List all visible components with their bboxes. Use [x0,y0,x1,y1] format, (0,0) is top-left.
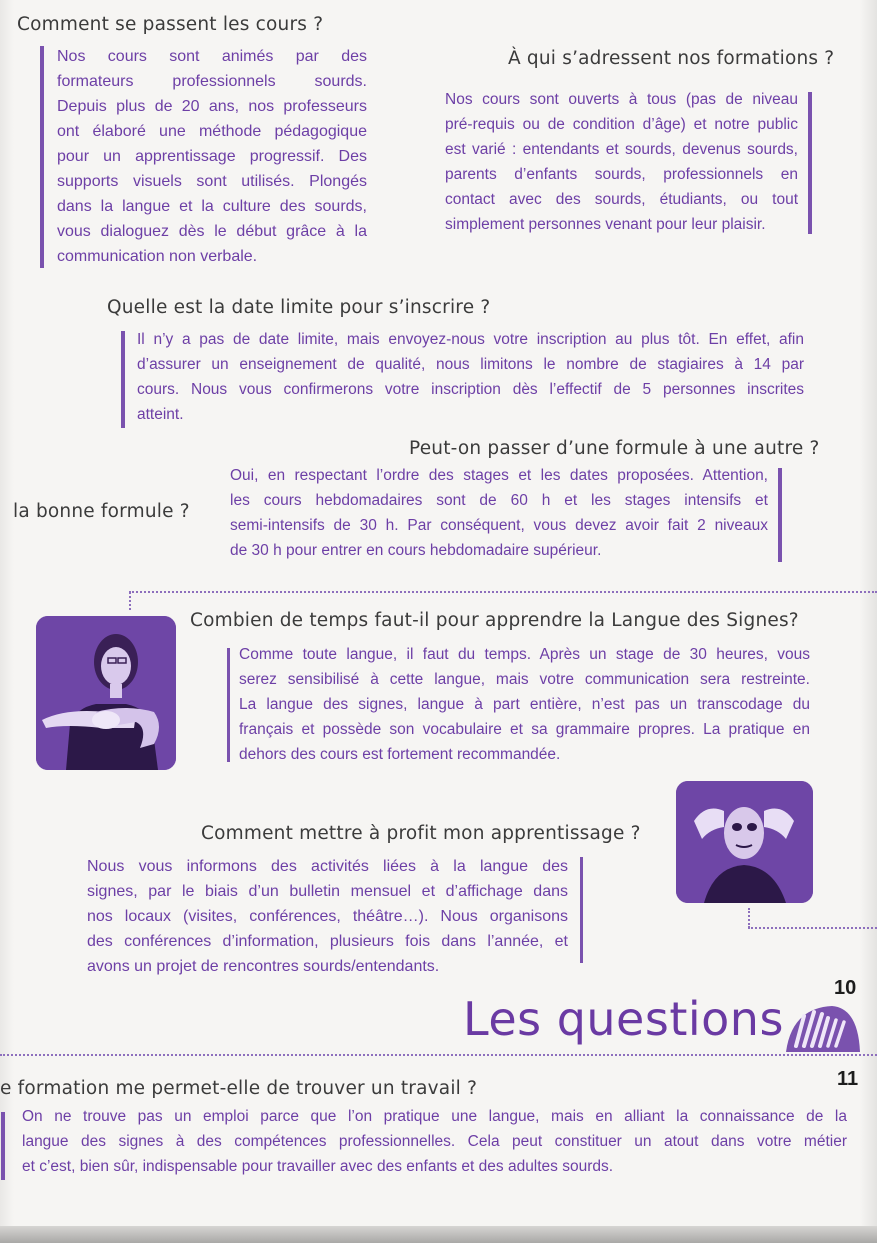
paragraph-line: supports visuels sont utilisés. Plongés [57,173,367,190]
paragraph-formule [230,463,768,563]
paragraph-line: les cours hebdomadaires sont de 60 h et les stages intensifs et [230,492,768,509]
paragraph-line: Comme toute langue, il faut du temps. Après un stage de 30 heures, vous [239,646,810,663]
photo-man-signing [676,781,813,903]
paragraph-line: langue des signes à des compétences professionnelles. Cela peut constituer un atout dans votre métier [22,1133,847,1150]
paragraph-line: signes, par le biais d’un bulletin mensuel et d’affichage dans [87,883,568,900]
paragraph-line: Nos cours sont animés par des [57,48,367,65]
dotted-divider [129,592,131,610]
heading-fragment-formule: la bonne formule ? [13,501,190,522]
accent-bar [778,468,782,562]
page-bottom-edge [0,1226,877,1243]
banner-title: Les questions [463,992,784,1046]
heading-travail: e formation me permet-elle de trouver un travail ? [0,1078,478,1099]
paragraph-line: La langue des signes, langue à part entière, n’est pas un transcodage du [239,696,810,713]
paragraph-line: contact avec des sourds, étudiants, ou tout [445,191,798,208]
paragraph-line: On ne trouve pas un emploi parce que l’on pratique une langue, mais en alliant la connaissance de la [22,1108,847,1125]
paragraph-line: vous dialoguez dès le début grâce à la [57,223,367,240]
paragraph-line: Nous vous informons des activités liées à la langue des [87,858,568,875]
paragraph-public [445,87,798,237]
paragraph-date [137,327,804,427]
paragraph-line: avons un projet de rencontres sourds/entendants. [87,958,440,975]
accent-bar [580,857,583,963]
paragraph-profit [87,854,568,979]
accent-bar [121,331,125,428]
woman-signing-image [36,616,176,770]
paragraph-temps [239,642,810,767]
paragraph-line: serez sensibilisé à cette langue, mais votre communication sera restreinte. [239,671,810,688]
paragraph-line: dehors des cours est fortement recommandée. [239,746,561,763]
dotted-divider [748,927,877,929]
paragraph-line: semi-intensifs de 30 h. Par conséquent, vous devez avoir fait 2 niveaux [230,517,768,534]
heading-public: À qui s’adressent nos formations ? [508,48,835,69]
paragraph-line: nos locaux (visites, conférences, théâtre…). Nous organisons [87,908,568,925]
paragraph-line: Oui, en respectant l’ordre des stages et les dates proposées. Attention, [230,467,768,484]
page-number-bottom: 11 [837,1068,859,1090]
page-number-top: 10 [834,977,857,999]
heading-date: Quelle est la date limite pour s’inscrire ? [107,297,491,318]
heading-cours: Comment se passent les cours ? [17,14,324,35]
paragraph-line: français et possède son vocabulaire et sa grammaire propres. La pratique en [239,721,810,738]
paragraph-line: pré-requis ou de condition d’âge) et notre public [445,116,798,133]
paragraph-line: Il n’y a pas de date limite, mais envoyez-nous votre inscription au plus tôt. En effet, afin [137,331,804,348]
paragraph-line: et c’est, bien sûr, indispensable pour travailler avec des enfants et des adultes sourds. [22,1158,614,1175]
accent-bar [808,92,812,234]
paragraph-line: simplement personnes venant pour leur plaisir. [445,216,766,233]
heading-profit: Comment mettre à profit mon apprentissage ? [201,823,641,844]
paragraph-line: formateurs professionnels sourds. [57,73,367,90]
accent-bar [227,648,230,762]
photo-woman-signing [36,616,176,770]
paragraph-line: communication non verbale. [57,248,258,265]
heading-temps: Combien de temps faut-il pour apprendre la Langue des Signes? [190,610,799,631]
paragraph-line: d’assurer un enseignement de qualité, nous limitons le nombre de stagiaires à 14 par [137,356,804,373]
paragraph-line: est varié : entendants et sourds, devenus sourds, [445,141,798,158]
dotted-divider [0,1054,877,1056]
dotted-divider [748,908,750,928]
paragraph-line: Depuis plus de 20 ans, nos professeurs [57,98,367,115]
paragraph-cours [57,44,367,269]
paragraph-line: de 30 h pour entrer en cours hebdomadaire supérieur. [230,542,602,559]
heading-formule: Peut-on passer d’une formule à une autre ? [409,438,820,459]
paragraph-line: dans la langue et la culture des sourds, [57,198,367,215]
paragraph-line: cours. Nous vous confirmerons votre inscription dès l’effectif de 5 personnes inscrites [137,381,804,398]
man-signing-image [676,781,813,903]
dotted-divider [129,591,877,593]
paragraph-line: parents d’enfants sourds, professionnels en [445,166,798,183]
paragraph-line: atteint. [137,406,184,423]
accent-bar [40,46,44,268]
hands-logo-icon [782,1002,862,1057]
paragraph-travail [22,1104,847,1179]
paragraph-line: Nos cours sont ouverts à tous (pas de niveau [445,91,798,108]
paragraph-line: des conférences d’information, plusieurs fois dans l’année, et [87,933,568,950]
accent-bar [1,1112,5,1180]
paragraph-line: pour un apprentissage progressif. Des [57,148,367,165]
paragraph-line: ont élaboré une méthode pédagogique [57,123,367,140]
